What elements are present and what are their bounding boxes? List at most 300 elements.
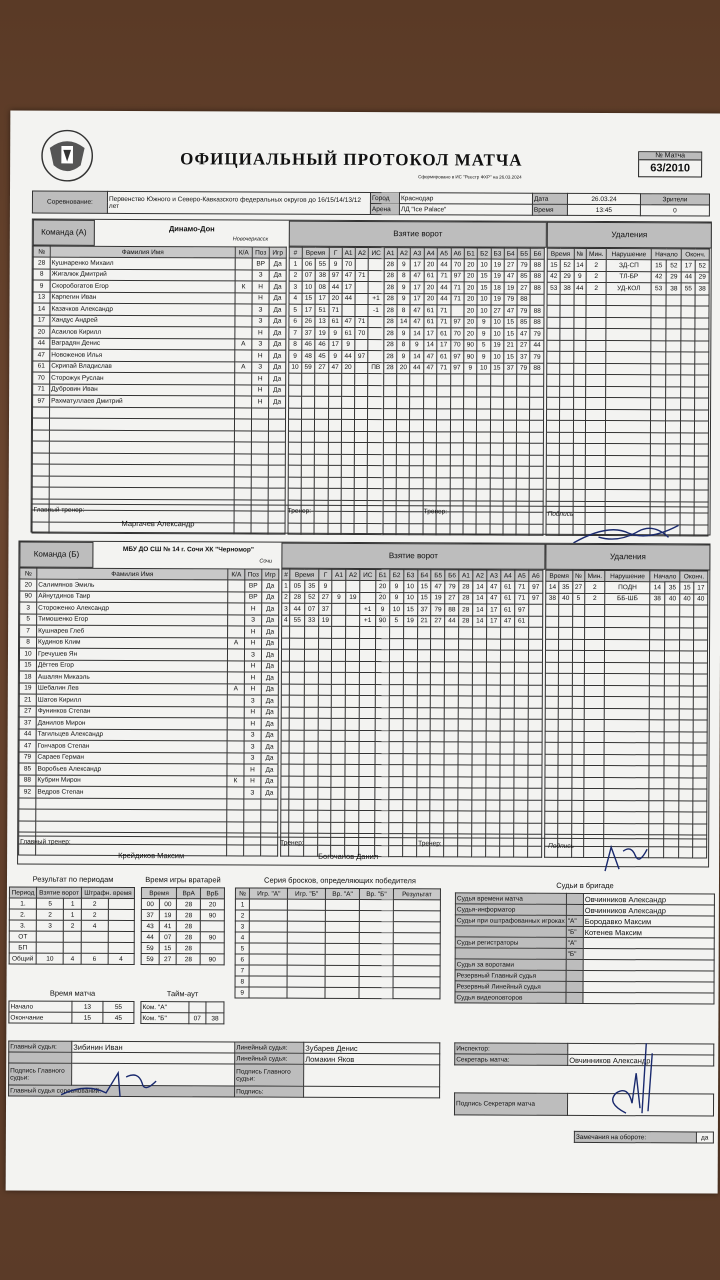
penalty-row <box>547 374 709 386</box>
penalty-cell <box>605 651 650 663</box>
competition-table <box>32 191 710 217</box>
roster-cell <box>19 809 36 821</box>
goal-cell: +1 <box>360 615 376 627</box>
penalty-cell <box>560 420 573 432</box>
goal-cell: 71 <box>437 270 450 282</box>
roster-cell: ВР <box>245 591 262 603</box>
roster-cell <box>227 798 244 810</box>
team-a-section <box>31 219 712 536</box>
period-row <box>9 953 134 965</box>
goal-cell <box>290 707 304 719</box>
goal-cell <box>290 684 304 696</box>
goal-cell <box>368 466 383 478</box>
goal-cell <box>410 385 423 397</box>
goal-cell <box>530 386 544 398</box>
goal-cell: 28 <box>383 339 396 351</box>
goal-cell <box>329 408 342 420</box>
goal-cell <box>450 466 463 478</box>
goal-cell <box>281 718 289 730</box>
goal-cell: 44 <box>530 340 544 352</box>
goal-cell: 20 <box>329 293 342 305</box>
goal-cell: 37 <box>517 351 530 363</box>
goalie-cell: 28 <box>177 910 201 921</box>
goal-cell: 17 <box>301 304 315 316</box>
roster-cell: 19 <box>19 682 36 694</box>
penalty-cell: 40 <box>680 593 694 605</box>
penalty-cell <box>605 674 650 686</box>
penalty-cell <box>545 673 558 685</box>
penalty-cell <box>695 444 709 456</box>
goalie-cell: 59 <box>141 943 159 954</box>
goal-col-header: Время <box>290 569 319 580</box>
goal-cell: 61 <box>341 327 354 339</box>
goal-cell <box>500 650 514 662</box>
goal-cell <box>396 466 409 478</box>
penalty-cell <box>681 329 695 341</box>
goal-cell: 47 <box>329 362 342 374</box>
penalty-cell <box>584 673 605 685</box>
goalie-cell: 15 <box>159 943 177 954</box>
shootout-cell <box>393 933 440 944</box>
goal-cell: 2 <box>289 270 302 282</box>
shootout-cell <box>250 910 288 921</box>
roster-cell: Да <box>261 649 278 661</box>
penalty-cell <box>573 443 585 455</box>
goal-cell: 28 <box>384 270 397 282</box>
roster-cell: Да <box>261 741 278 753</box>
penalty-cell <box>666 317 681 329</box>
penalty-cell <box>649 674 664 686</box>
goal-cell <box>490 397 503 409</box>
roster-cell: Н <box>244 775 261 787</box>
roster-cell: 44 <box>19 728 36 740</box>
goal-cell <box>290 638 304 650</box>
goal-cell <box>417 730 431 742</box>
goal-cell <box>410 374 423 386</box>
goal-cell <box>304 626 318 638</box>
goal-col-header: Б5 <box>517 248 530 259</box>
roster-cell <box>36 809 227 821</box>
penalty-cell <box>584 811 605 823</box>
penalty-cell <box>559 673 572 685</box>
goal-cell: 15 <box>417 592 431 604</box>
official-tag: "Б" <box>566 926 583 937</box>
goal-cell <box>476 466 489 478</box>
goal-cell <box>301 385 315 397</box>
match-end-label: Окончание <box>9 1012 72 1023</box>
penalty-cell <box>694 639 708 651</box>
goalie-cell: 27 <box>159 954 177 965</box>
goal-cell <box>486 673 500 685</box>
team-b-head-coach-label: Главный тренер: <box>20 838 71 846</box>
goal-cell <box>396 431 409 443</box>
penalty-cell <box>574 317 586 329</box>
goal-cell <box>359 684 375 696</box>
penalty-cell <box>545 777 558 789</box>
goal-cell <box>315 477 329 489</box>
goal-cell <box>423 408 436 420</box>
roster-cell <box>234 419 251 431</box>
penalty-cell <box>665 674 680 686</box>
penalty-cell <box>651 294 666 306</box>
goal-cell <box>341 385 354 397</box>
goal-cell <box>436 489 449 501</box>
penalty-cell <box>559 696 572 708</box>
goal-cell <box>396 489 409 501</box>
roster-cell <box>268 454 285 466</box>
goal-cell <box>486 777 500 789</box>
roster-cell <box>235 304 252 316</box>
team-a-city: Новочеркасск <box>232 236 269 243</box>
goal-cell <box>500 800 514 812</box>
goalie-cell: 59 <box>141 954 159 965</box>
goal-cell <box>403 707 417 719</box>
penalty-cell <box>584 627 605 639</box>
penalty-cell <box>665 662 680 674</box>
goal-cell: 5 <box>477 339 490 351</box>
penalty-cell <box>545 811 558 823</box>
shootout-row <box>235 932 440 944</box>
official-tag <box>566 992 583 1003</box>
goal-cell <box>318 730 331 742</box>
goal-cell <box>423 454 436 466</box>
penalty-cell: 14 <box>650 582 665 594</box>
penalty-cell <box>584 604 605 616</box>
goal-col-header: # <box>289 247 302 258</box>
penalty-cell <box>666 329 681 341</box>
period-cell: 1 <box>64 909 82 920</box>
goal-cell <box>359 707 375 719</box>
penalty-cell <box>572 650 584 662</box>
goal-cell <box>410 408 423 420</box>
goal-cell <box>368 374 383 386</box>
goal-cell <box>416 776 430 788</box>
goal-cell <box>486 788 500 800</box>
penalty-col-header: Оконч. <box>682 249 710 260</box>
penalty-cell <box>681 294 695 306</box>
goal-cell: 47 <box>501 616 515 628</box>
roster-cell <box>251 477 268 489</box>
penalty-cell <box>545 650 558 662</box>
penalty-cell <box>573 466 585 478</box>
roster-cell <box>269 408 286 420</box>
penalty-cell: 17 <box>681 260 695 272</box>
penalty-cell <box>558 742 571 754</box>
roster-cell <box>251 488 268 500</box>
goal-cell: 10 <box>403 592 417 604</box>
goal-cell: 44 <box>437 282 450 294</box>
goalie-row <box>141 954 224 965</box>
goal-cell <box>331 776 345 788</box>
penalty-row <box>545 685 707 697</box>
shootout-cell <box>287 943 325 954</box>
shootout-cell <box>288 932 326 943</box>
roster-cell <box>50 407 235 419</box>
penalty-cell <box>584 742 605 754</box>
goal-cell: 14 <box>424 339 437 351</box>
penalty-cell <box>665 455 680 467</box>
goal-cell <box>403 650 417 662</box>
goal-cell <box>450 397 463 409</box>
shootout-table <box>234 887 440 999</box>
penalty-cell <box>695 432 709 444</box>
goal-cell: 17 <box>329 339 342 351</box>
penalty-cell <box>546 478 559 490</box>
goal-cell <box>346 603 360 615</box>
goal-cell <box>458 776 472 788</box>
timeout-title: Тайм-аут <box>166 989 199 999</box>
goalie-time-title: Время игры вратарей <box>145 875 221 885</box>
penalty-col-header: Начало <box>651 249 681 260</box>
penalty-cell <box>573 374 585 386</box>
penalty-cell <box>650 432 665 444</box>
goal-cell: 19 <box>504 282 517 294</box>
spectators-label: Зрители <box>640 194 709 205</box>
goal-cell: 79 <box>530 328 544 340</box>
period-cell: 4 <box>64 953 82 964</box>
official-label: Судья видеоповторов <box>455 992 566 1003</box>
shootout-cell <box>249 976 287 987</box>
goal-cell <box>289 396 302 408</box>
penalty-cell <box>650 421 665 433</box>
goal-cell <box>444 707 458 719</box>
goal-cell <box>389 765 403 777</box>
goal-cell <box>458 730 472 742</box>
penalty-cell <box>681 363 695 375</box>
goal-col-header: Б3 <box>491 248 504 259</box>
goal-cell <box>368 477 383 489</box>
penalty-cell <box>586 340 607 352</box>
penalty-cell <box>681 386 695 398</box>
penalty-cell: 27 <box>572 581 584 593</box>
shootout-cell <box>287 954 325 965</box>
goal-cell <box>431 661 445 673</box>
penalty-row <box>546 581 708 593</box>
penalty-cell <box>546 627 559 639</box>
goal-cell <box>417 638 431 650</box>
penalty-cell <box>694 467 708 479</box>
goal-cell: 28 <box>383 362 396 374</box>
penalty-cell <box>604 812 649 824</box>
shootout-number: 6 <box>235 954 249 965</box>
roster-cell: Ашалян Микаэль <box>36 671 227 683</box>
roster-cell: Дубровин Иван <box>50 384 235 396</box>
goal-cell <box>345 684 359 696</box>
goal-cell <box>490 432 503 444</box>
shootout-cell <box>250 943 288 954</box>
shootout-number: 3 <box>235 921 249 932</box>
shootout-number: 2 <box>235 910 249 921</box>
penalty-cell <box>558 800 571 812</box>
goal-cell: 59 <box>301 362 315 374</box>
penalty-cell <box>584 662 605 674</box>
penalty-cell: 53 <box>547 282 560 294</box>
penalty-cell <box>559 685 572 697</box>
roster-cell: Да <box>261 718 278 730</box>
goal-col-header: Г <box>319 569 332 580</box>
penalty-row <box>545 800 707 812</box>
goal-cell: 88 <box>445 604 459 616</box>
penalty-cell <box>605 720 650 732</box>
penalty-row <box>545 662 707 674</box>
goal-cell: 71 <box>437 316 450 328</box>
goal-cell: 47 <box>431 581 445 593</box>
goal-col-header: Время <box>302 247 330 258</box>
goal-cell <box>368 408 383 420</box>
goal-cell <box>301 477 315 489</box>
goal-cell: 47 <box>342 270 355 282</box>
team-b-label: Команда (Б) <box>19 541 93 567</box>
official-tag <box>566 959 583 970</box>
goal-cell: 44 <box>437 293 450 305</box>
goal-cell <box>410 454 423 466</box>
goal-cell <box>437 374 450 386</box>
goal-cell: 97 <box>515 604 529 616</box>
goal-cell <box>318 753 331 765</box>
goal-cell <box>345 776 359 788</box>
goal-cell <box>354 465 367 477</box>
penalty-cell <box>664 754 679 766</box>
goalie-cell <box>200 943 224 954</box>
goal-cell: 28 <box>384 305 397 317</box>
penalty-cell <box>573 489 585 501</box>
goal-cell: 15 <box>417 581 431 593</box>
roster-cell: Н <box>252 327 269 339</box>
penalty-cell <box>545 754 558 766</box>
goal-col-header: А4 <box>424 248 437 259</box>
goal-cell: 97 <box>451 270 464 282</box>
penalty-cell: ЗД-СП <box>607 260 652 272</box>
roster-col-header: Игр <box>262 569 279 580</box>
penalty-cell <box>679 731 693 743</box>
goal-cell: 15 <box>504 328 517 340</box>
roster-cell: Да <box>261 787 278 799</box>
goal-cell <box>375 822 389 834</box>
goal-cell: 20 <box>397 362 410 374</box>
goal-cell <box>486 754 500 766</box>
penalty-cell <box>679 777 693 789</box>
penalty-cell: 5 <box>572 593 584 605</box>
goal-cell <box>389 788 403 800</box>
match-start-h: 13 <box>72 1001 103 1012</box>
goalie-cell: 90 <box>200 932 224 943</box>
penalty-cell <box>650 605 665 617</box>
goal-col-header: А3 <box>487 570 501 581</box>
goal-cell <box>431 627 445 639</box>
penalty-cell <box>681 398 695 410</box>
roster-cell <box>268 477 285 489</box>
goal-cell <box>464 374 477 386</box>
period-cell: 1 <box>64 898 82 909</box>
roster-cell: Сараев Герман <box>36 752 227 764</box>
roster-cell <box>228 614 245 626</box>
goal-cell <box>375 638 389 650</box>
shootout-cell <box>288 910 326 921</box>
roster-cell: 44 <box>33 338 50 350</box>
roster-cell: Да <box>269 339 286 351</box>
goal-cell <box>368 431 383 443</box>
penalty-cell: 35 <box>665 582 680 594</box>
roster-cell <box>235 315 252 327</box>
goal-cell <box>301 419 315 431</box>
penalty-cell <box>664 720 679 732</box>
goal-cell: 79 <box>530 351 544 363</box>
roster-cell: З <box>252 339 269 351</box>
penalty-cell <box>606 421 651 433</box>
goal-col-header: А2 <box>346 569 360 580</box>
penalty-cell <box>606 352 651 364</box>
roster-cell: Карпегин Иван <box>50 292 235 304</box>
goal-cell <box>396 477 409 489</box>
team-a-goals-header: Взятие ворот <box>289 221 547 248</box>
shootout-cell <box>393 955 440 966</box>
goal-cell: 27 <box>517 340 530 352</box>
goal-cell <box>410 420 423 432</box>
goal-cell: 47 <box>487 593 501 605</box>
goal-cell: 10 <box>490 351 503 363</box>
goal-cell <box>383 397 396 409</box>
goal-cell <box>528 708 542 720</box>
goal-cell <box>359 776 375 788</box>
goal-cell: 10 <box>302 281 316 293</box>
penalty-cell <box>681 340 695 352</box>
goal-cell <box>328 488 341 500</box>
goal-cell <box>472 799 486 811</box>
goal-cell: 10 <box>477 293 490 305</box>
goalie-cell <box>200 921 224 932</box>
goal-cell: 20 <box>464 328 477 340</box>
roster-cell: Ведров Степан <box>36 786 227 798</box>
goal-cell: 10 <box>403 581 417 593</box>
goal-cell <box>445 696 459 708</box>
shootout-cell <box>393 900 440 911</box>
roster-cell: Н <box>245 626 262 638</box>
team-b-goals <box>280 569 543 858</box>
penalty-cell <box>559 650 572 662</box>
goal-col-header: Г <box>329 247 342 258</box>
notes-label: Замечания на обороте: <box>574 1131 696 1143</box>
penalty-cell <box>605 662 650 674</box>
goal-cell <box>341 488 354 500</box>
shootout-cell <box>325 987 359 998</box>
penalty-cell: 14 <box>546 581 559 593</box>
goal-cell: 61 <box>424 270 437 282</box>
official-value <box>583 948 714 960</box>
penalty-cell <box>665 467 680 479</box>
roster-cell: Да <box>261 753 278 765</box>
goal-cell <box>355 408 368 420</box>
goal-cell <box>463 420 476 432</box>
shootout-cell <box>359 965 393 976</box>
penalty-cell: ББ-ШБ <box>605 593 650 605</box>
goal-cell: 5 <box>289 304 302 316</box>
secretary-value: Овчинников Александр <box>568 1054 714 1066</box>
goal-col-header: Б1 <box>464 248 477 259</box>
roster-cell: Да <box>269 373 286 385</box>
roster-cell <box>227 787 244 799</box>
match-end-h: 15 <box>72 1012 103 1023</box>
goal-col-header: А4 <box>501 570 515 581</box>
roster-cell: 17 <box>33 315 50 327</box>
goalie-cell: 20 <box>201 899 225 910</box>
goal-cell <box>282 638 290 650</box>
penalty-cell <box>693 720 707 732</box>
roster-cell: Н <box>244 683 261 695</box>
period-cell <box>108 909 135 920</box>
penalty-cell <box>572 627 584 639</box>
roster-cell: 47 <box>33 349 50 361</box>
penalty-cell <box>586 328 607 340</box>
